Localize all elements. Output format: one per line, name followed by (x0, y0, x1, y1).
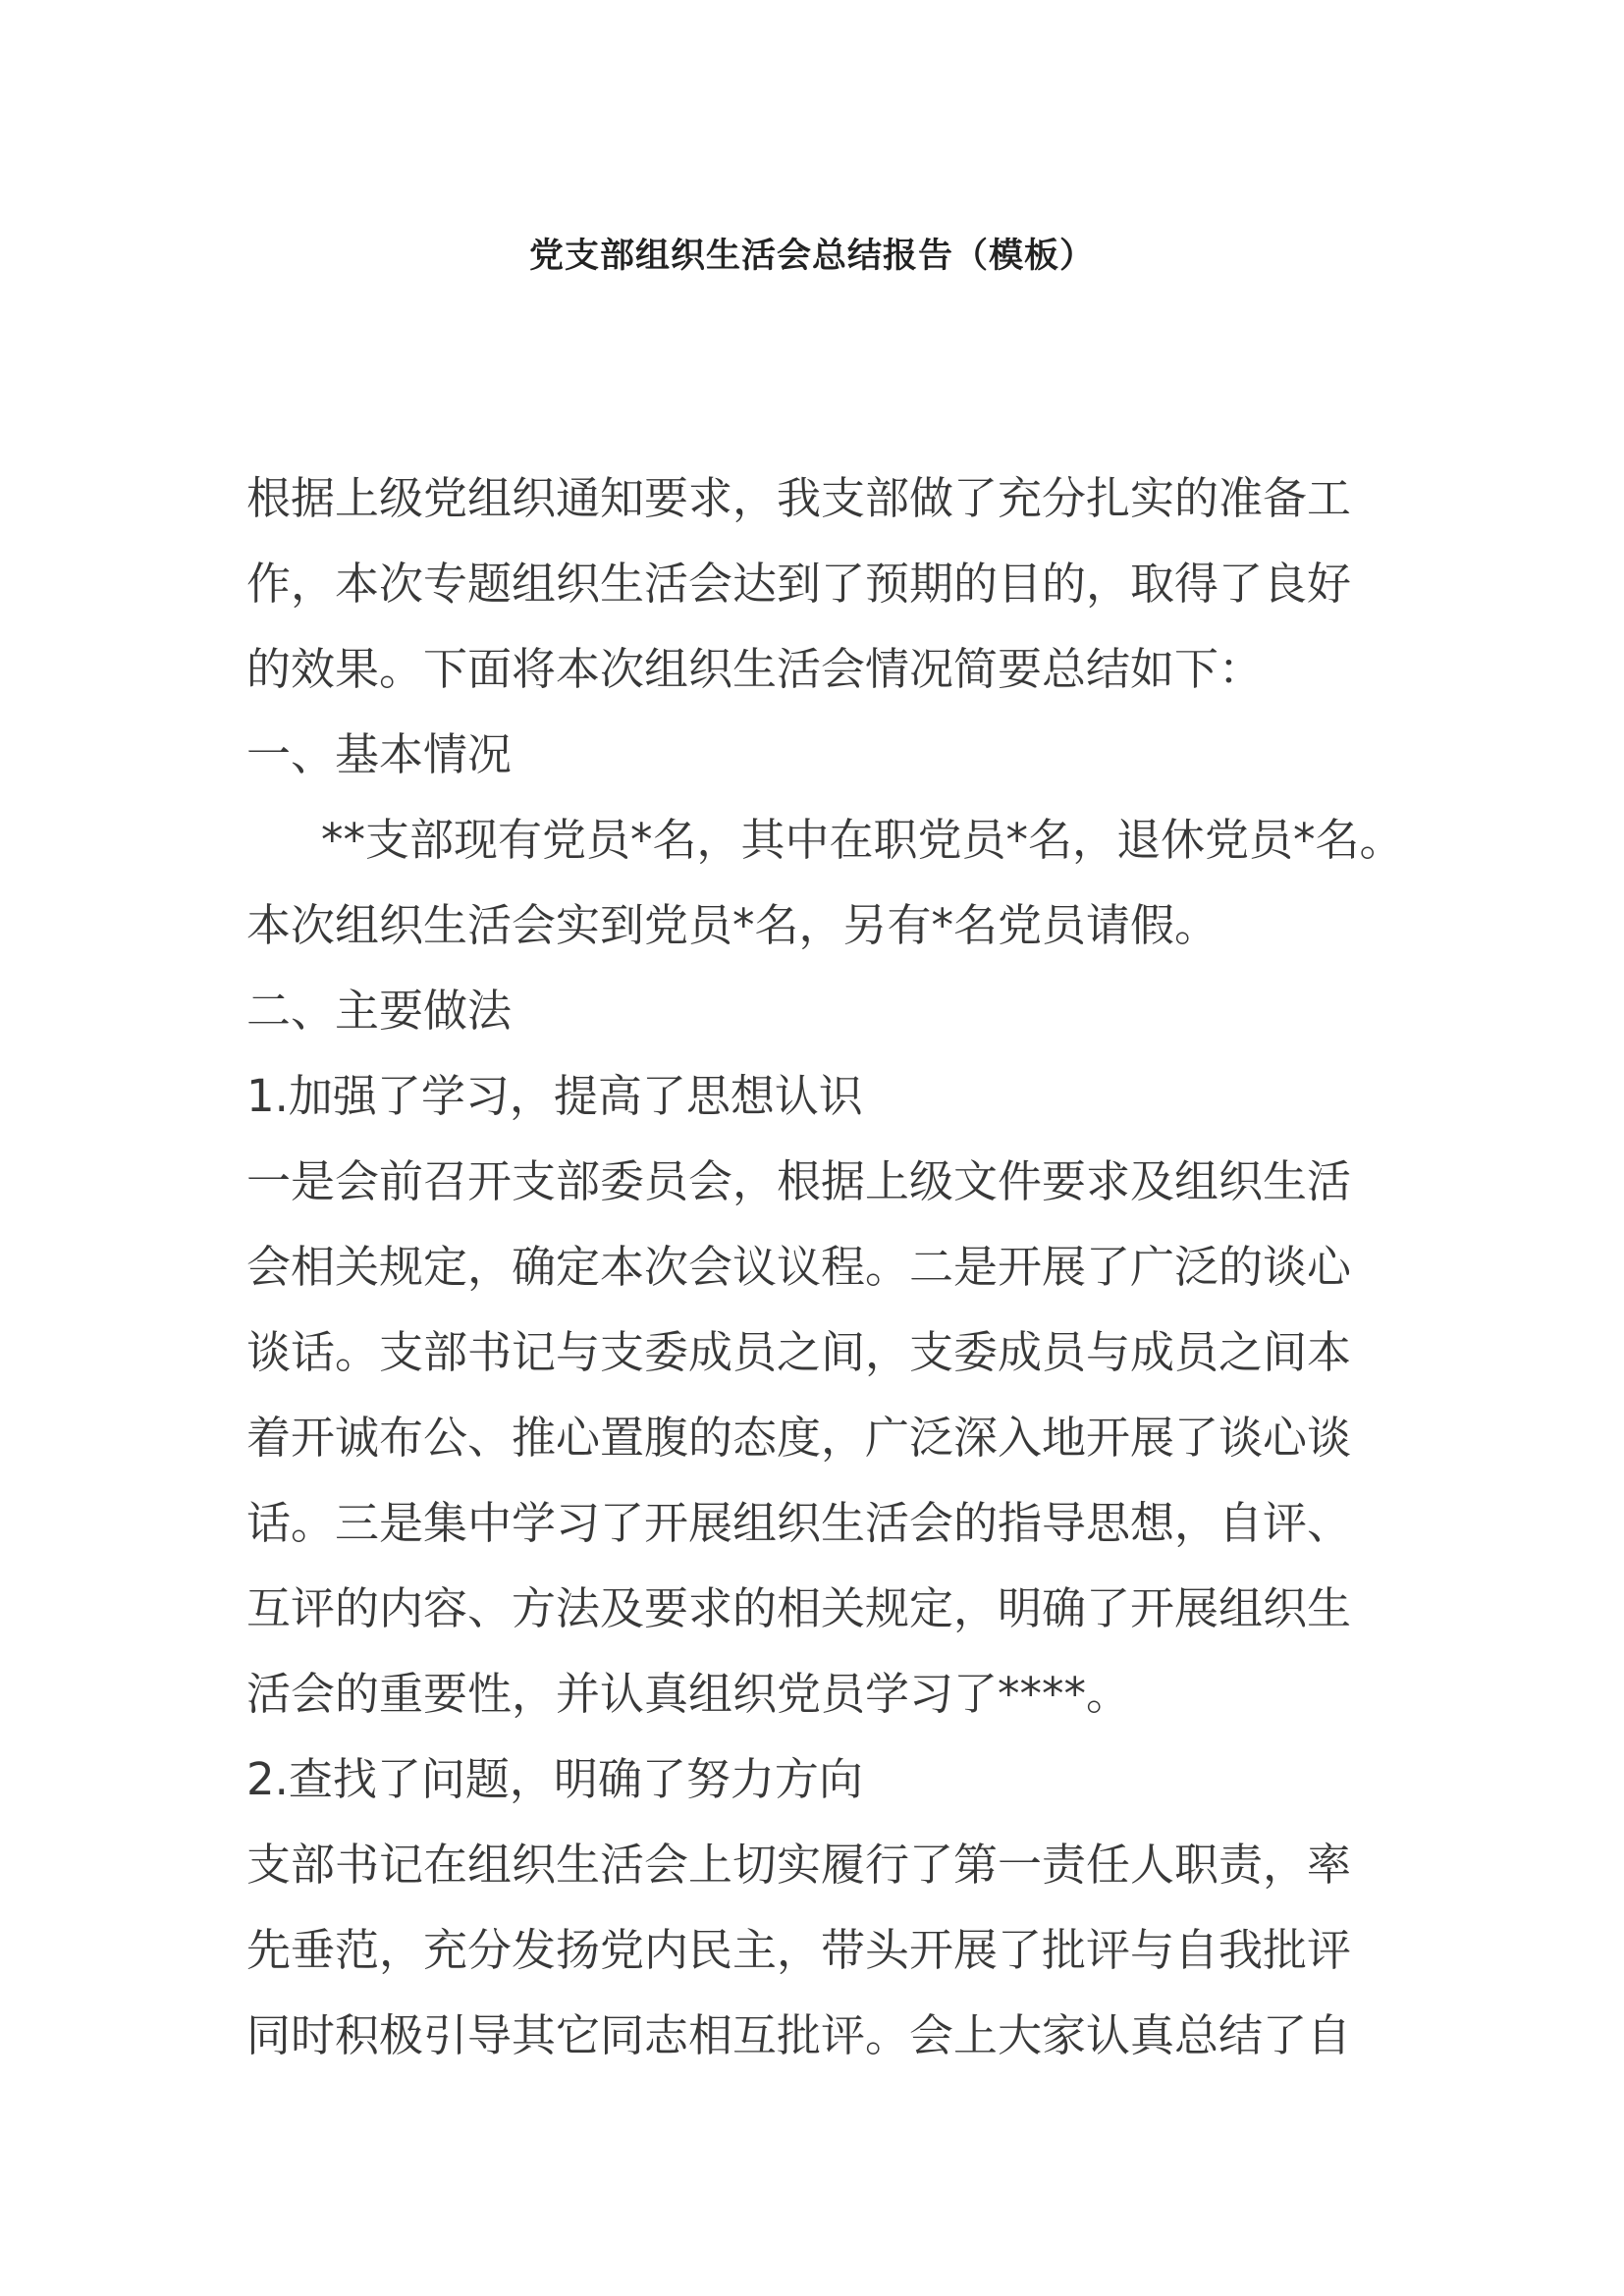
paragraph-line: 支部书记在组织生活会上切实履行了第一责任人职责，率 (246, 1839, 1352, 1891)
paragraph-line: 先垂范，充分发扬党内民主，带头开展了批评与自我批评 (246, 1924, 1352, 1976)
paragraph-line: 根据上级党组织通知要求，我支部做了充分扎实的准备工 (246, 472, 1352, 524)
paragraph-line: 的效果。下面将本次组织生活会情况简要总结如下： (246, 643, 1264, 695)
paragraph-line: 同时积极引导其它同志相互批评。会上大家认真总结了自 (246, 2009, 1352, 2061)
section-heading-basic-situation: 一、基本情况 (246, 728, 513, 780)
section-heading-main-practices: 二、主要做法 (246, 985, 513, 1037)
subheading-strengthen-study: 1.加强了学习，提高了思想认识 (246, 1070, 863, 1122)
paragraph-line: 着开诚布公、推心置腹的态度，广泛深入地开展了谈心谈 (246, 1412, 1352, 1464)
paragraph-line: 谈话。支部书记与支委成员之间，支委成员与成员之间本 (246, 1326, 1352, 1378)
paragraph-line: 会相关规定，确定本次会议议程。二是开展了广泛的谈心 (246, 1241, 1352, 1293)
paragraph-line: 话。三是集中学习了开展组织生活会的指导思想，自评、 (246, 1497, 1352, 1549)
paragraph-line: 作，本次专题组织生活会达到了预期的目的，取得了良好 (246, 558, 1352, 610)
paragraph-line: 互评的内容、方法及要求的相关规定，明确了开展组织生 (246, 1582, 1352, 1634)
paragraph-line: 活会的重要性，并认真组织党员学习了****。 (246, 1668, 1131, 1720)
document-title: 党支部组织生活会总结报告（模板） (528, 237, 1095, 276)
document-body (246, 455, 1405, 2078)
paragraph-line: 一是会前召开支部委员会，根据上级文件要求及组织生活 (246, 1155, 1352, 1207)
paragraph-line: **支部现有党员*名，其中在职党员*名，退休党员*名。 (321, 814, 1404, 866)
subheading-find-problems: 2.查找了问题，明确了努力方向 (246, 1753, 863, 1805)
paragraph-line: 本次组织生活会实到党员*名，另有*名党员请假。 (246, 899, 1219, 951)
